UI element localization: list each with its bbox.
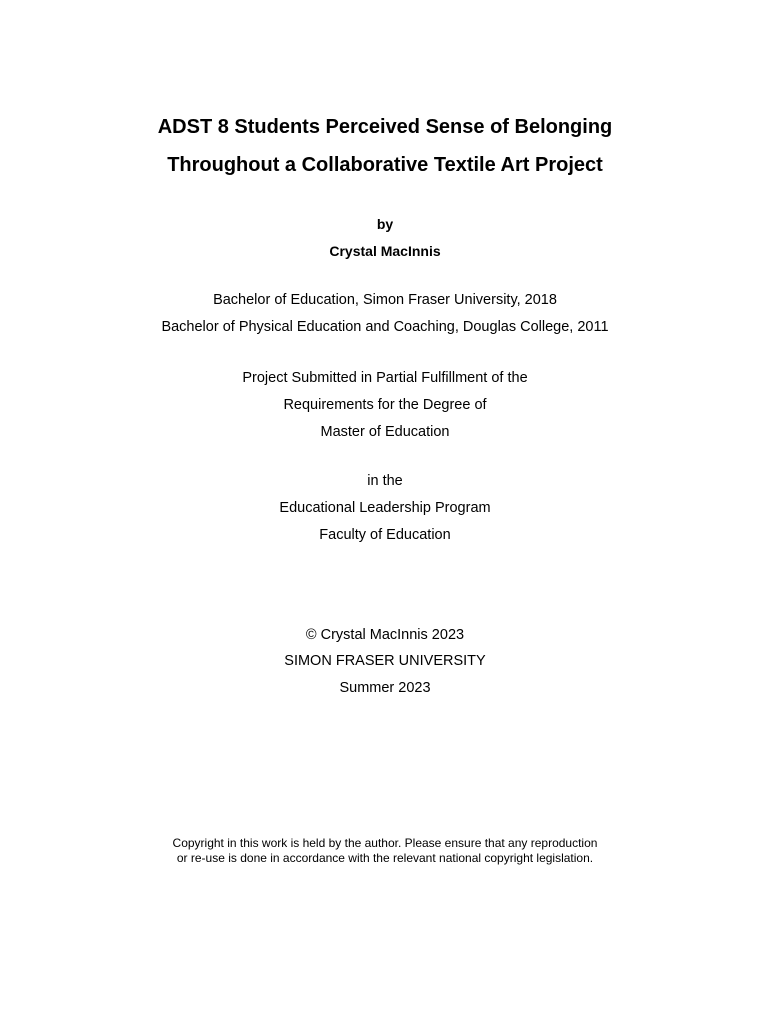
title-line-2: Throughout a Collaborative Textile Art Project [167,154,603,176]
by-label: by [376,216,394,232]
program-line-2: Educational Leadership Program [279,500,491,516]
copyright-notice-line-2: or re-use is done in accordance with the relevant national copyright legislation. [176,851,594,865]
degree-1: Bachelor of Education, Simon Fraser University, 2018 [213,292,557,308]
copyright-notice-line-1: Copyright in this work is held by the author. Please ensure that any reproduction [172,836,598,850]
degree-2: Bachelor of Physical Education and Coaching, Douglas College, 2011 [161,319,609,335]
university-name: SIMON FRASER UNIVERSITY [284,653,486,669]
program-line-3: Faculty of Education [319,527,451,543]
author-name: Crystal MacInnis [329,243,441,259]
submission-line-1: Project Submitted in Partial Fulfillment of the [242,370,528,386]
submission-line-2: Requirements for the Degree of [283,397,487,413]
term: Summer 2023 [339,680,431,696]
copyright-holder: © Crystal MacInnis 2023 [305,627,465,643]
program-line-1: in the [367,473,403,489]
submission-line-3: Master of Education [320,424,450,440]
title-line-1: ADST 8 Students Perceived Sense of Belonging [157,116,613,138]
